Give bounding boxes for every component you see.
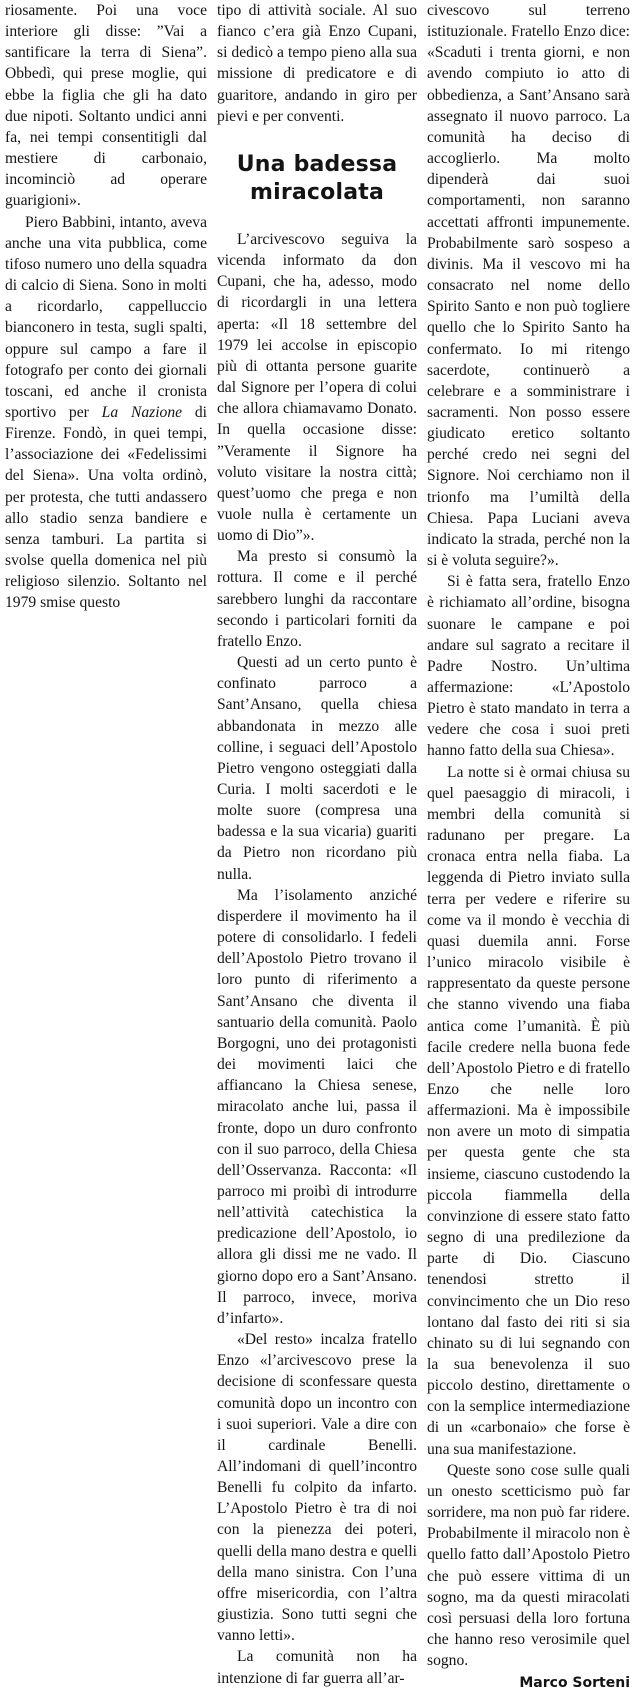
paragraph: Si è fatta sera, fratello Enzo è richiamato all’ordine, bisogna suonare le campane e poi andare sul sagrato a recitare il Padre Nostro. Un’ultima affermazione: «L’Apostolo Pietro è stato mandato in terra a vedere che cosa i suoi preti hanno fatto della sua Chiesa». [427,573,630,760]
paragraph-text: Piero Babbini, intanto, aveva anche una vita pubblica, come tifoso numero uno della squadra di calcio di Siena. Sono in molti a ricordarlo, cappelluccio bianconero in testa, sugli spalti, oppure sul campo a fare il fotografo per conto dei giornali toscani, ed anche il cronista sportivo per [5,213,207,421]
paragraph: Queste sono cose sulle quali un onesto scetticismo può far sorridere, ma non può far ridere. Probabilmente il miracolo non è quello fatto dall’Apostolo Pietro che può essere vittima di un sogno, ma da questi miracolati così persuasi della loro fortuna che hanno reso verosimile quel sogno. [427,1461,630,1670]
author-byline: Marco Sorteni [519,1675,630,1692]
paragraph: civescovo sul terreno istituzionale. Fratello Enzo dice: «Scaduti i trenta giorni, e non avendo compiuto io atto di obbedienza, a Sant’Ansano sarà assegnato il nuovo parroco. La comunità ha deciso di accoglierlo. Ma molto dipenderà dai suoi comportamenti, non saranno accettati affronti impunemente. Probabilmente sarò sospeso a divinis. Ma il vescovo mi ha consacrato nel nome dello Spirito Santo e non può togliere quello che lo Spirito Santo ha confermato. Io mi ritengo sacerdote, continuerò a celebrare e a somministrare i sacramenti. Non posso essere giudicato eretico soltanto perché credo nei segni del Signore. Noi cerchiamo non il trionfo ma l’umiltà della Chiesa. Papa Luciani aveva indicato la strada, perché non la si è voluta seguire?». [427,2,630,570]
paragraph: La comunità non ha intenzione di far guerra all’ar- [217,1648,417,1687]
newspaper-name: La Nazione [101,403,183,421]
paragraph: riosamente. Poi una voce interiore gli disse: ”Vai a santificare la terra di Siena”. Obbedì, qui prese moglie, qui ebbe la figlia che gli ha dato due nipoti. Soltanto undici anni fa, nei tempi consentitigli dal mestiere di carbonaio, incominciò ad operare guarigioni». [5,2,207,210]
paragraph: La notte si è ormai chiusa su quel paesaggio di miracoli, i membri della comunità si radunano per pregare. La cronaca entra nella fiaba. La leggenda di Pietro inviato sulla terra per vedere e riferire su come va il mondo è vecchia di quasi duemila anni. Forse l’unico miracolo visibile è rappresentato da queste persone che stanno vivendo una fiaba antica come l’umanità. È più facile credere nella buona fede dell’Apostolo Pietro e di fratello Enzo che nelle loro affermazioni. Ma è impossibile non avere un moto di simpatia per questa gente che sta insieme, ciascuno custodendo la piccola fiammella della convinzione di essere stato fatto segno di una predilezione da parte di Dio. Ciascuno tenendosi stretto il convincimento che un Dio reso lontano dal fasto dei riti si sia chinato su di lui segnando con la sua benevolenza il suo piccolo destino, direttamente o con la semplice intermediazione di un «carbonaio» che forse è una sua manifestazione. [427,763,630,1458]
headline-line: miracolata [249,179,385,205]
paragraph: tipo di attività sociale. Al suo fianco c’era già Enzo Cupani, si dedicò a tempo pieno alla sua missione di predicatore e di guaritore, andando in giro per pievi e per conventi. [217,2,417,125]
paragraph [5,212,207,614]
paragraph: Questi ad un certo punto è confinato parroco a Sant’Ansano, quella chiesa abbandonata in mezzo alle colline, i seguaci dell’Apostolo Pietro vengono osteggiati dalla Curia. I molti sacerdoti e le molte suore (compresa una badessa e la sua vicaria) guariti da Pietro non ricordano più nulla. [217,654,417,883]
paragraph-text: di Firenze. Fondò, in quei tempi, l’associazione dei «Fedelissimi del Siena». Una volta ordinò, per protesta, che tutti andassero allo stadio senza bandiere e senza tamburi. La partita si svolse quella domenica nel più religioso silenzio. Soltanto nel 1979 smise questo [5,403,208,612]
section-headline [217,151,417,207]
paragraph: Ma l’isolamento anziché disperdere il movimento ha il potere di consolidarlo. I fedeli dell’Apostolo Pietro trovano il loro punto di riferimento a Sant’Ansano che diventa il santuario della comunità. Paolo Borgogni, uno dei protagonisti dei movimenti laici che affiancano la Chiesa senese, miracolato anche lui, passa il fronte, dopo un duro confronto con il suo parroco, della Chiesa dell’Osservanza. Racconta: «Il parroco mi proibì di introdurre nell’attività catechistica la predicazione dell’Apostolo, io allora gli dissi me ne vado. Il giorno dopo ero a Sant’Ansano. Il parroco, invece, moriva d’infarto». [217,886,417,1327]
article-column-2 [217,0,417,1689]
paragraph: L’arcivescovo seguiva la vicenda informato da don Cupani, che ha, adesso, modo di ricordargli in una lettera aperta: «Il 18 settembre del 1979 lei accolse in episcopio più di ottanta persone guarite dal Signore per l’opera di colui che allora chiamavamo Donato. In quella occasione disse: ”Veramente il Signore ha voluto visitare la nostra città; quest’uomo che prega e non vuole nulla è certamente un uomo di Dio”». [217,230,417,545]
paragraph: «Del resto» incalza fratello Enzo «l’arcivescovo prese la decisione di sconfessare questa comunità dopo un incontro con i suoi superiori. Vale a dire con il cardinale Benelli. All’indomani di quell’incontro Benelli fu colpito da infarto. L’Apostolo Pietro è tra di noi con la pienezza dei poteri, quelli della mano destra e quelli della mano sinistra. Con l’una offre misericordia, con l’altra giustizia. Sono tutti segni che vanno letti». [217,1331,417,1645]
paragraph: Ma presto si consumò la rottura. Il come e il perché sarebbero lunghi da raccontare secondo i particolari forniti da fratello Enzo. [217,548,417,650]
article-column-3 [427,0,630,1693]
headline-line: Una badessa [236,151,398,177]
article-column-1 [5,0,207,614]
